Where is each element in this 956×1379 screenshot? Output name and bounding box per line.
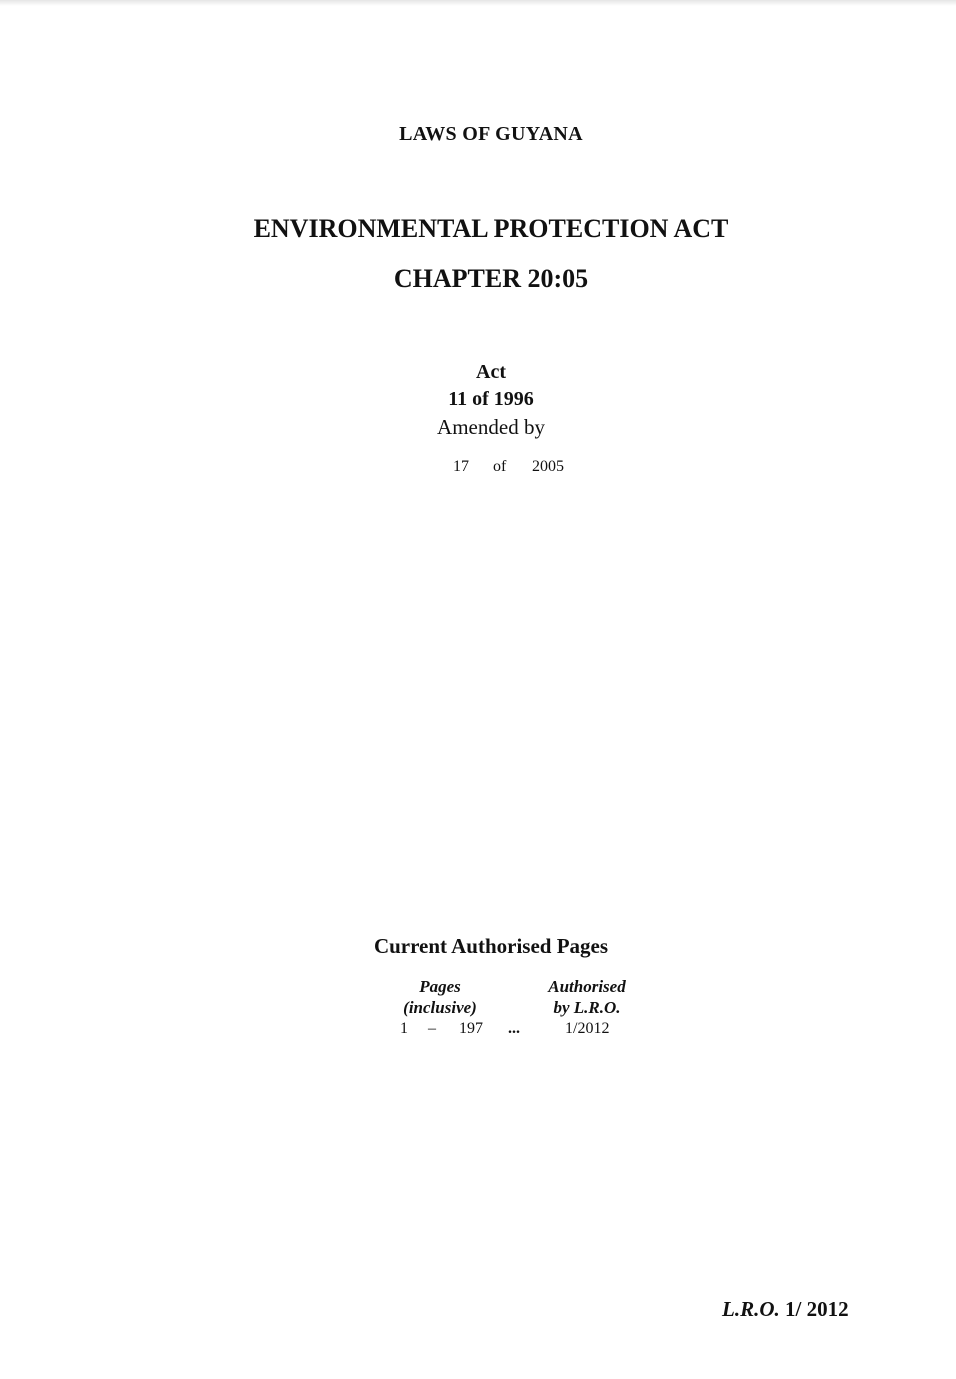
- act-number: 11 of 1996: [448, 388, 534, 410]
- authorised-header-line2: by L.R.O.: [553, 998, 621, 1017]
- amended-by-label: Amended by: [437, 415, 545, 439]
- footer-lro: [722, 1297, 849, 1322]
- page-to: 197: [459, 1020, 483, 1037]
- page-from: 1: [400, 1020, 408, 1037]
- chapter-number: CHAPTER 20:05: [393, 264, 589, 293]
- page-dots: ...: [508, 1020, 520, 1037]
- authorised-header-line1: Authorised: [548, 977, 626, 996]
- act-label: Act: [476, 361, 506, 383]
- footer-lro-value: 1/ 2012: [785, 1297, 849, 1321]
- amendment-year: 2005: [532, 458, 564, 475]
- authorised-pages-row: [0, 1020, 956, 1040]
- pages-header-line2: (inclusive): [403, 998, 477, 1017]
- amendment-number: 17: [453, 458, 469, 475]
- pages-column-header: [380, 976, 500, 1018]
- laws-of-guyana-header: LAWS OF GUYANA: [399, 123, 583, 145]
- pages-header-line1: Pages: [419, 977, 461, 996]
- footer-lro-label: L.R.O.: [722, 1297, 780, 1321]
- page-top-edge: [0, 0, 956, 6]
- act-title: ENVIRONMENTAL PROTECTION ACT: [253, 214, 729, 243]
- current-authorised-pages-heading: Current Authorised Pages: [373, 934, 609, 958]
- amendment-row: [0, 458, 956, 478]
- page-dash: –: [428, 1020, 436, 1037]
- page-authorised-by: 1/2012: [565, 1020, 610, 1037]
- authorised-column-header: [527, 976, 647, 1018]
- amendment-of: of: [493, 458, 507, 475]
